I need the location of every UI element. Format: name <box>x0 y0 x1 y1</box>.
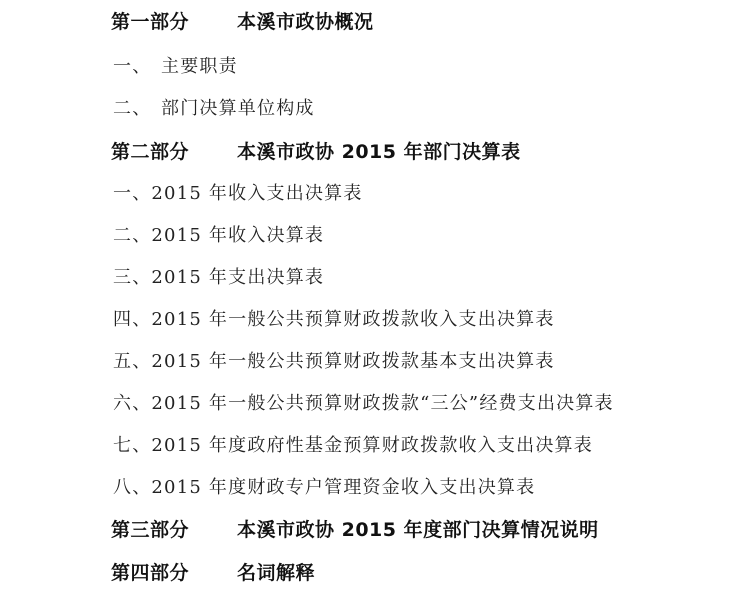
part-number: 第一部分 <box>111 11 190 33</box>
part-title: 本溪市政协 2015 年部门决算表 <box>237 141 521 163</box>
item-text: 部门决算单位构成 <box>161 98 315 119</box>
part-number: 第三部分 <box>111 519 190 541</box>
toc-item <box>113 97 315 121</box>
part-heading-3 <box>111 518 599 542</box>
part-title: 本溪市政协 2015 年度部门决算情况说明 <box>237 519 599 541</box>
item-index: 四、 <box>113 309 152 330</box>
toc-item <box>113 266 324 290</box>
toc-item <box>113 182 363 206</box>
part-title: 本溪市政协概况 <box>237 11 374 33</box>
toc-item <box>113 224 324 248</box>
toc-item <box>113 434 593 458</box>
item-index: 二、 <box>113 98 152 119</box>
item-text: 2015 年一般公共预算财政拨款收入支出决算表 <box>151 309 555 330</box>
part-number: 第二部分 <box>111 141 190 163</box>
item-index: 六、 <box>113 393 152 414</box>
toc-item <box>113 308 555 332</box>
item-text: 2015 年收入支出决算表 <box>151 183 363 204</box>
part-number: 第四部分 <box>111 562 190 584</box>
item-text: 2015 年一般公共预算财政拨款“三公”经费支出决算表 <box>151 393 614 414</box>
item-index: 七、 <box>113 435 152 456</box>
item-index: 八、 <box>113 477 152 498</box>
item-text: 2015 年收入决算表 <box>151 225 325 246</box>
item-index: 一、 <box>113 183 152 204</box>
toc-item <box>113 392 614 416</box>
item-text: 2015 年一般公共预算财政拨款基本支出决算表 <box>151 351 555 372</box>
item-text: 2015 年支出决算表 <box>151 267 325 288</box>
part-heading-2 <box>111 140 521 164</box>
part-heading-4 <box>111 561 315 585</box>
toc-item <box>113 55 238 79</box>
toc-item <box>113 476 535 500</box>
part-heading-1 <box>111 10 374 34</box>
item-index: 三、 <box>113 267 152 288</box>
toc-item <box>113 350 555 374</box>
part-title: 名词解释 <box>237 562 316 584</box>
item-index: 一、 <box>113 56 152 77</box>
item-text: 2015 年度政府性基金预算财政拨款收入支出决算表 <box>151 435 593 456</box>
item-index: 二、 <box>113 225 152 246</box>
item-text: 主要职责 <box>161 56 238 77</box>
item-index: 五、 <box>113 351 152 372</box>
item-text: 2015 年度财政专户管理资金收入支出决算表 <box>151 477 536 498</box>
